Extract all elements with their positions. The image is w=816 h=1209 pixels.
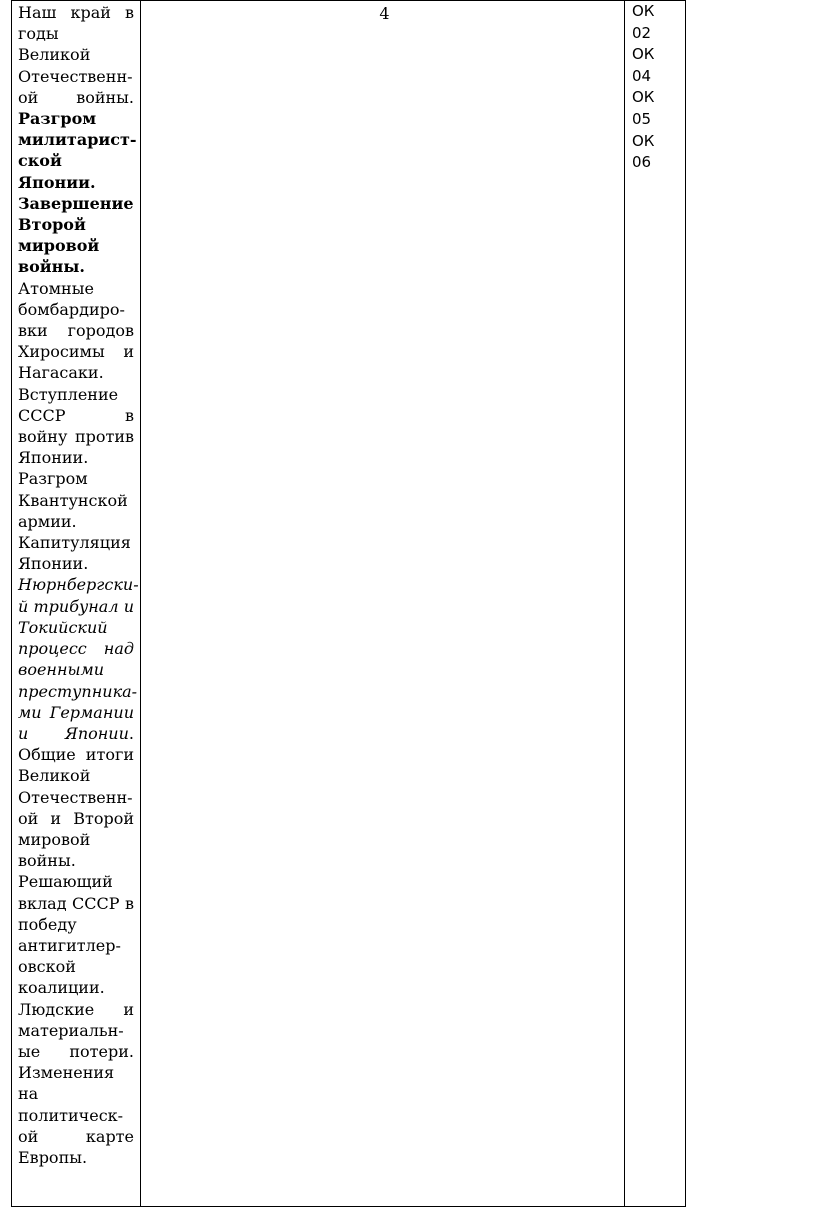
topic-segment-heading: Разгром милитаристской Японии. Завершение Второй мировой войны. xyxy=(18,109,137,277)
competency-number: 05 xyxy=(632,109,652,128)
competency-number: 06 xyxy=(632,153,652,172)
competency-code: ОК xyxy=(632,2,655,20)
competency-number: 02 xyxy=(632,23,652,42)
competencies-list xyxy=(625,1,685,174)
topic-segment-tribunals: Нюрнбергский трибунал и Токийский процесс над военными преступниками Германии и Японии xyxy=(18,575,139,743)
topic-text xyxy=(18,2,139,1168)
curriculum-table xyxy=(11,0,686,1207)
competencies-cell xyxy=(625,1,686,1207)
competency-code: ОК xyxy=(632,45,655,64)
topic-cell xyxy=(12,1,141,1207)
topic-segment-events: Атомные бомбардировки городов Хиросимы и Нагасаки. Вступление СССР в войну против Японии. Разгром Квантунской армии. Капитуляция Японии. xyxy=(18,278,134,574)
competency-number: 04 xyxy=(632,66,652,85)
hours-value: 4 xyxy=(379,4,390,23)
competency-code: ОК xyxy=(632,131,655,150)
hours-cell xyxy=(141,1,625,1207)
topic-segment-results: . Общие итоги Великой Отечественной и Второй мировой войны. Решающий вклад СССР в победу антигитлеровской коалиции. Людские и материальные потери. Изменения на политической карте Европы. xyxy=(18,723,134,1167)
competency-code: ОК xyxy=(632,88,655,107)
topic-segment-intro: Наш край в годы Великой Отечественной войны. xyxy=(18,3,134,107)
table-row xyxy=(12,1,686,1207)
